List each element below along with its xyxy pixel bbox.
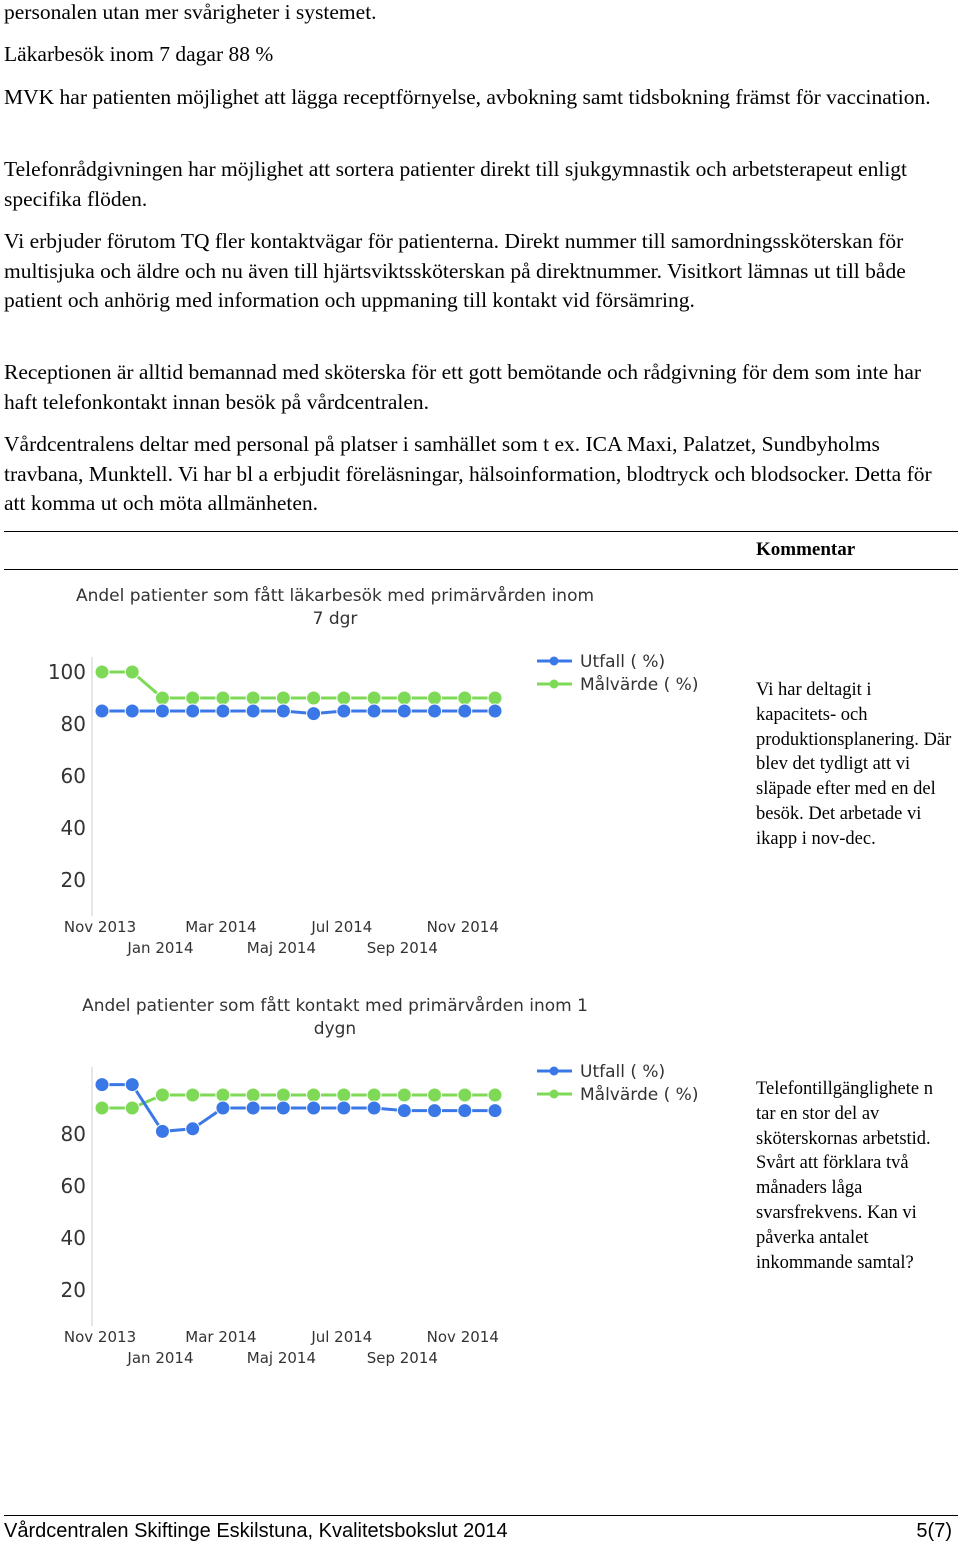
x-tick-label: Jul 2014 [311, 1328, 373, 1346]
comment-lakarbesok: Vi har deltagit i kapacitets- och produktionsplanering. Där blev det tydligt att vi släpade efter med en del besök. Det arbetade vi ikapp i nov-dec. [756, 680, 952, 849]
data-point [458, 1104, 472, 1118]
x-tick-label: Sep 2014 [366, 939, 438, 957]
data-point [276, 1088, 290, 1102]
footer-title: Vårdcentralen Skiftinge Eskilstuna, Kvalitetsbokslut 2014 [4, 1520, 508, 1542]
legend-swatch-point [550, 1067, 559, 1076]
paragraph-telefonradgivning: Telefonrådgivningen har möjlighet att sortera patienter direkt till sjukgymnastik och arbetsterapeut enligt specifika flöden. [4, 157, 908, 211]
data-point [216, 691, 230, 705]
y-tick-label: 80 [60, 712, 86, 736]
data-point [95, 1078, 109, 1092]
data-point [488, 704, 502, 718]
legend-swatch-point [550, 657, 559, 666]
x-tick-label: Jan 2014 [127, 939, 194, 957]
x-tick-label: Nov 2013 [63, 1328, 137, 1346]
legend-label: Målvärde ( %) [580, 1085, 699, 1105]
data-point [125, 704, 139, 718]
x-tick-label: Nov 2013 [63, 918, 137, 936]
x-tick-label: Nov 2014 [426, 918, 499, 936]
data-point [397, 704, 411, 718]
chart-title-line: dygn [313, 1019, 357, 1039]
paragraph-receptionen: Receptionen är alltid bemannad med sköterska för ett gott bemötande och rådgivning för dem som inte har haft telefonkontakt innan besök på vårdcentralen. [4, 360, 922, 414]
data-point [428, 691, 442, 705]
data-point [125, 665, 139, 679]
paragraph-mvk: MVK har patienten möjlighet att lägga receptförnyelse, avbokning samt tidsbokning främst för vaccination. [4, 85, 931, 109]
legend-label: Målvärde ( %) [580, 675, 699, 695]
paragraph-lakarbesok: Läkarbesök inom 7 dagar 88 % [4, 42, 274, 66]
data-point [307, 1101, 321, 1115]
data-point [488, 1088, 502, 1102]
table-top-rule [4, 531, 958, 532]
x-tick-label: Mar 2014 [185, 918, 257, 936]
data-point [458, 1088, 472, 1102]
legend-swatch-point [550, 680, 559, 689]
footer-page-number: 5(7) [916, 1520, 952, 1542]
chart-title-line: Andel patienter som fått kontakt med primärvården inom 1 [82, 996, 588, 1016]
data-point [216, 1088, 230, 1102]
legend-swatch-point [550, 1090, 559, 1099]
data-point [397, 1088, 411, 1102]
y-tick-label: 20 [60, 868, 86, 892]
data-point [246, 704, 260, 718]
data-point [186, 704, 200, 718]
data-point [246, 1101, 260, 1115]
y-tick-label: 40 [60, 1226, 86, 1250]
y-tick-label: 60 [60, 1174, 86, 1198]
data-point [337, 1088, 351, 1102]
data-point [337, 1101, 351, 1115]
comment-kontakt: Telefontillgänglighete n tar en stor del av sköterskornas arbetstid. Svårt att förklara två månaders låga svarsfrekvens. Kan vi påverka antalet inkommande samtal? [756, 1079, 933, 1273]
data-point [246, 691, 260, 705]
data-point [276, 704, 290, 718]
data-point [428, 1088, 442, 1102]
kommentar-heading: Kommentar [756, 539, 856, 560]
data-point [367, 1101, 381, 1115]
y-tick-label: 100 [47, 660, 86, 684]
legend-label: Utfall ( %) [580, 652, 666, 672]
data-point [488, 1104, 502, 1118]
x-tick-label: Maj 2014 [246, 939, 317, 957]
data-point [337, 691, 351, 705]
table-header-rule [4, 569, 958, 570]
data-point [397, 1104, 411, 1118]
data-point [155, 691, 169, 705]
y-tick-label: 40 [60, 816, 86, 840]
x-tick-label: Jan 2014 [127, 1349, 194, 1367]
data-point [95, 665, 109, 679]
data-point [397, 691, 411, 705]
data-point [95, 1101, 109, 1115]
paragraph-intro: personalen utan mer svårigheter i systemet. [4, 0, 377, 24]
x-tick-label: Jul 2014 [311, 918, 373, 936]
data-point [276, 1101, 290, 1115]
x-tick-label: Mar 2014 [185, 1328, 257, 1346]
data-point [186, 1088, 200, 1102]
y-tick-label: 20 [60, 1278, 86, 1302]
x-tick-label: Sep 2014 [366, 1349, 438, 1367]
data-point [367, 1088, 381, 1102]
data-point [428, 704, 442, 718]
data-point [246, 1088, 260, 1102]
chart-title-line: Andel patienter som fått läkarbesök med primärvården inom [75, 586, 595, 606]
data-point [186, 1122, 200, 1136]
data-point [428, 1104, 442, 1118]
y-tick-label: 80 [60, 1122, 86, 1146]
data-point [186, 691, 200, 705]
data-point [307, 707, 321, 721]
data-point [337, 704, 351, 718]
legend-label: Utfall ( %) [580, 1062, 666, 1082]
chart-kontakt [40, 985, 720, 1385]
data-point [458, 691, 472, 705]
data-point [155, 1088, 169, 1102]
data-point [367, 691, 381, 705]
data-point [307, 691, 321, 705]
data-point [307, 1088, 321, 1102]
data-point [216, 704, 230, 718]
data-point [125, 1101, 139, 1115]
data-point [155, 1124, 169, 1138]
chart-lakarbesok [40, 575, 720, 975]
data-point [488, 691, 502, 705]
y-tick-label: 60 [60, 764, 86, 788]
data-point [125, 1078, 139, 1092]
data-point [458, 704, 472, 718]
x-tick-label: Nov 2014 [426, 1328, 499, 1346]
paragraph-kontaktvagar: Vi erbjuder förutom TQ fler kontaktvägar för patienterna. Direkt nummer till samordningssköterskan för multisjuka och äldre och nu även till hjärtsviktssköterskan på direktnummer. Visitkort lämnas ut till både patient och anhörig med information och uppmaning till kontakt vid försämring. [4, 229, 906, 312]
data-point [367, 704, 381, 718]
data-point [95, 704, 109, 718]
paragraph-samhallet: Vårdcentralens deltar med personal på platser i samhället som t ex. ICA Maxi, Palatzet, Sundbyholms travbana, Munktell. Vi har bl a erbjudit föreläsningar, hälsoinformation, blodtryck och blodsocker. Detta för att komma ut och möta allmänheten. [4, 432, 932, 515]
x-tick-label: Maj 2014 [246, 1349, 317, 1367]
footer-rule [4, 1515, 958, 1516]
data-point [276, 691, 290, 705]
chart-title-line: 7 dgr [312, 609, 358, 629]
data-point [155, 704, 169, 718]
data-point [216, 1101, 230, 1115]
